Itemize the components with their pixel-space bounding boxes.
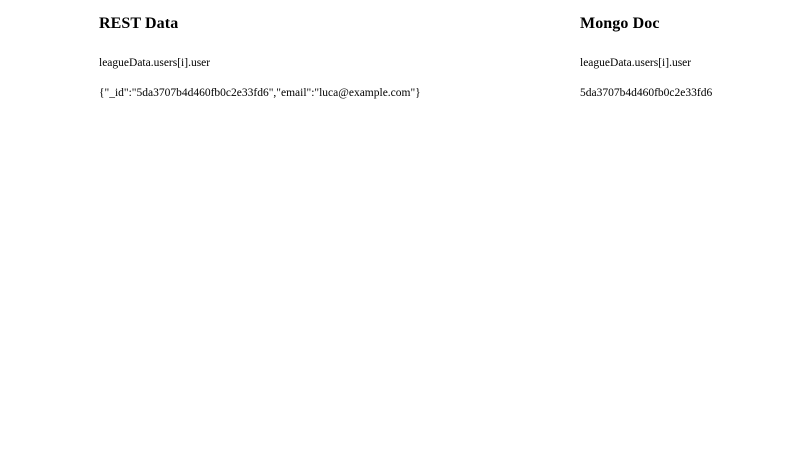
rest-data-column: [99, 14, 559, 100]
rest-data-heading: REST Data: [99, 15, 179, 32]
rest-data-path-line: leagueData.users[i].user: [99, 57, 211, 69]
mongo-doc-column: [580, 14, 790, 100]
mongo-doc-path-line: leagueData.users[i].user: [580, 57, 692, 69]
mongo-doc-value-line: 5da3707b4d460fb0c2e33fd6: [580, 87, 713, 99]
mongo-doc-heading: Mongo Doc: [580, 15, 660, 32]
rest-data-value-line: {"_id":"5da3707b4d460fb0c2e33fd6","email":"luca@example.com"}: [99, 87, 421, 99]
